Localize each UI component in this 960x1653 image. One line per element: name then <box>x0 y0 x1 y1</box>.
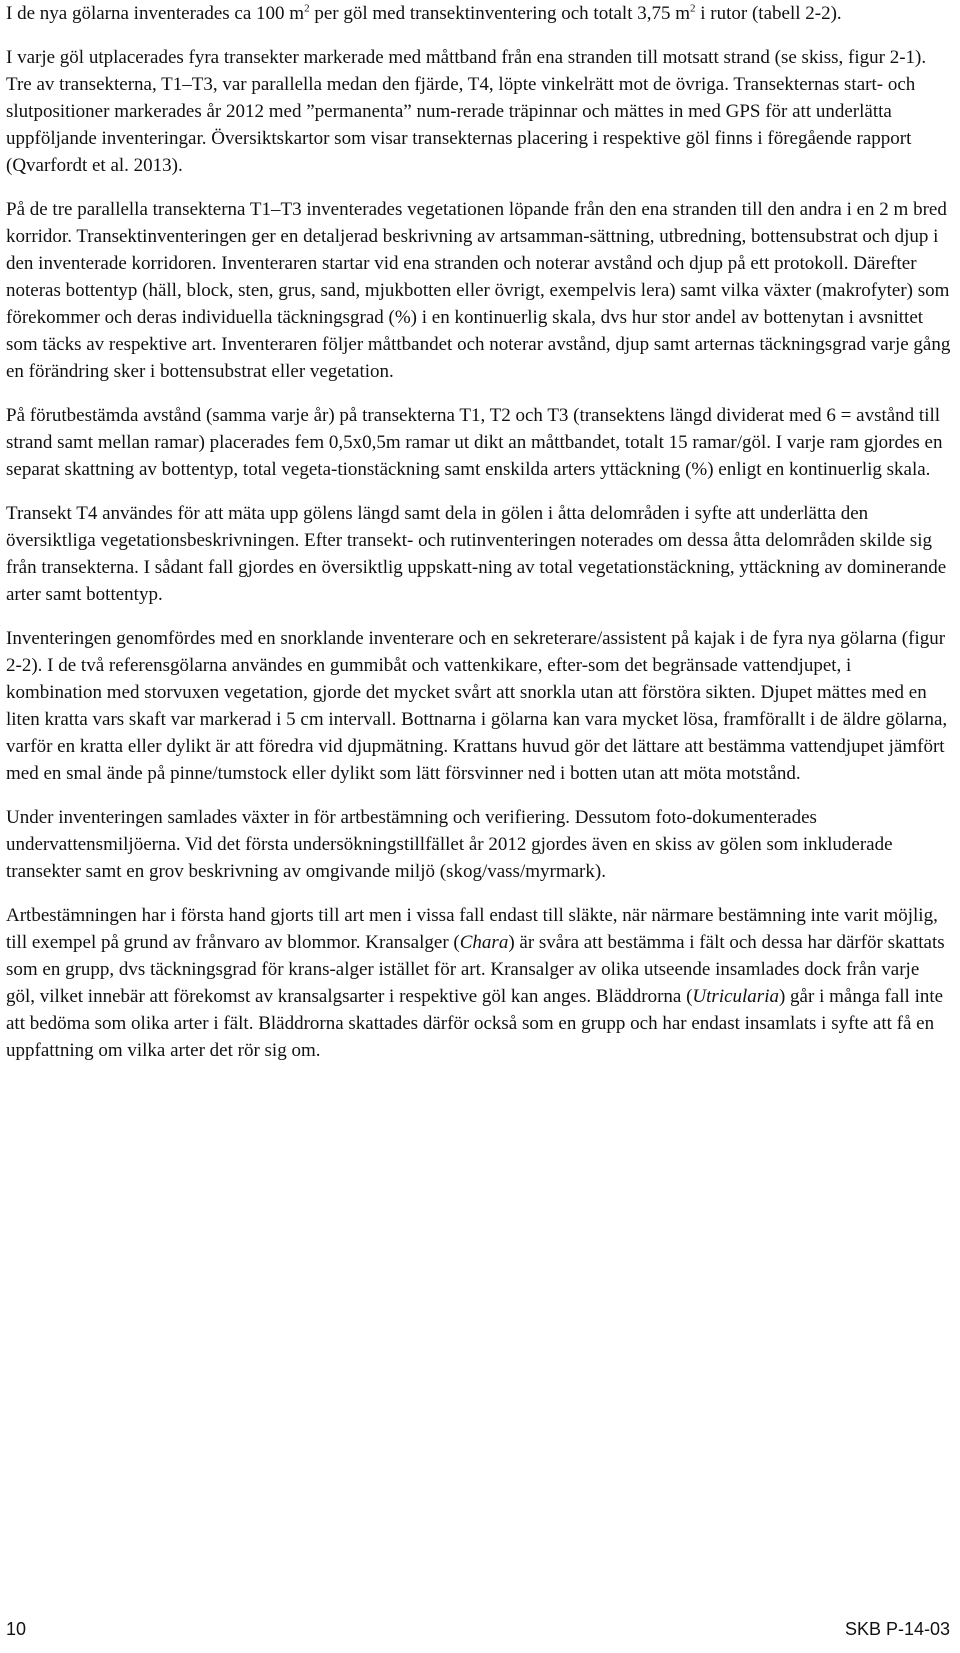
text-run: Inventeringen genomfördes med en snorklande inventerare och en sekreterare/assistent på kajak i de fyra nya gölarna (figur 2-2). I de två referensgölarna användes en gummibåt och vattenkikare, efter-som det begränsade vattendjupet, i kombination med storvuxen vegetation, gjorde det mycket svårt att snorkla utan att förstöra sikten. Djupet mättes med en liten kratta vars skaft var markerad i 5 cm intervall. Bottnarna i gölarna kan vara mycket lösa, framförallt i de äldre gölarna, varför en kratta eller dylikt är att föredra vid djupmätning. Krattans huvud gör det lättare att bestämma vattendjupet jämfört med en smal ände på pinne/tumstock eller dylikt som lätt försvinner ned i botten utan att möta motstånd. <box>6 628 948 784</box>
page-number: 10 <box>6 1619 27 1639</box>
italic-text: Chara <box>459 932 509 953</box>
superscript: 2 <box>690 2 696 15</box>
text-run: Artbestämningen har i första hand gjorts till art men i vissa fall endast till släkte, när närmare bestämning inte varit möjlig, till exempel på grund av frånvaro av blommor. Kransalger ( <box>6 905 938 953</box>
paragraph <box>6 902 952 1064</box>
paragraph <box>6 804 952 885</box>
text-run: I de nya gölarna inventerades ca 100 m <box>6 3 305 24</box>
italic-text: Utricularia <box>692 986 779 1007</box>
page-footer <box>6 1619 950 1643</box>
report-id: SKB P-14-03 <box>844 1619 950 1639</box>
paragraph <box>6 625 952 787</box>
text-run: i rutor (tabell 2-2). <box>695 3 842 24</box>
text-run: Transekt T4 användes för att mäta upp gölens längd samt dela in gölen i åtta delområden i syfte att underlätta den översiktliga vegetationsbeskrivningen. Efter transekt- och rutinventeringen noterades om dessa åtta delområden skilde sig från transekterna. I sådant fall gjordes en översiktlig uppskatt-ning av total vegetationstäckning, yttäckning av dominerande arter samt bottentyp. <box>6 503 947 605</box>
paragraph <box>6 402 952 483</box>
text-run: ) går i många fall inte att bedöma som olika arter i fält. Bläddrorna skattades därför också som en grupp och har endast insamlats i syfte att få en uppfattning om vilka arter det rör sig om. <box>6 986 944 1061</box>
text-run: Under inventeringen samlades växter in för artbestämning och verifiering. Dessutom foto-dokumenterades undervattensmiljöerna. Vid det första undersökningstillfället år 2012 gjordes även en skiss av gölen som inkluderade transekter samt en grov beskrivning av omgivande miljö (skog/vass/myrmark). <box>6 807 893 882</box>
text-run: per göl med transektinventering och totalt 3,75 m <box>309 3 691 24</box>
text-run: I varje göl utplacerades fyra transekter markerade med måttband från ena stranden till motsatt strand (se skiss, figur 2-1). Tre av transekterna, T1–T3, var parallella medan den fjärde, T4, löpte vinkelrätt mot de övriga. Transekternas start- och slutpositioner markerades år 2012 med ”permanenta” num-rerade träpinnar och mättes in med GPS för att underlätta uppföljande inventeringar. Översiktskartor som visar transekternas placering i respektive göl finns i föregående rapport (Qvarfordt et al. 2013). <box>6 47 927 176</box>
text-run: På de tre parallella transekterna T1–T3 inventerades vegetationen löpande från den ena stranden till den andra i en 2 m bred korridor. Transektinventeringen ger en detaljerad beskrivning av artsamman-sättning, utbredning, bottensubstrat och djup i den inventerade korridoren. Inventeraren startar vid ena stranden och noterar avstånd och djup på ett protokoll. Därefter noteras bottentyp (häll, block, sten, grus, sand, mjukbotten eller övrigt, exempelvis lera) samt vilka växter (makrofyter) som förekommer och deras individuella täckningsgrad (%) i en kontinuerlig skala, dvs hur stor andel av bottenytan i avsnittet som täcks av respektive art. Inventeraren följer måttbandet och noterar avstånd, djup samt arternas täckningsgrad varje gång en förändring sker i bottensubstrat eller vegetation. <box>6 199 951 382</box>
paragraph <box>6 500 952 608</box>
paragraph <box>6 0 952 27</box>
body-text <box>6 0 952 1081</box>
paragraph <box>6 196 952 385</box>
text-run: På förutbestämda avstånd (samma varje år) på transekterna T1, T2 och T3 (transektens längd dividerat med 6 = avstånd till strand samt mellan ramar) placerades fem 0,5x0,5m ramar ut dikt an måttbandet, totalt 15 ramar/göl. I varje ram gjordes en separat skattning av bottentyp, total vegeta-tionstäckning samt enskilda arters yttäckning (%) enligt en kontinuerlig skala. <box>6 405 943 480</box>
paragraph <box>6 44 952 179</box>
text-run: ) är svåra att bestämma i fält och dessa har därför skattats som en grupp, dvs täckningsgrad för krans-alger istället för art. Kransalger av olika utseende insamlades dock från varje göl, vilket innebär att förekomst av kransalgsarter i respektive göl kan anges. Bläddrorna ( <box>6 932 945 1007</box>
superscript: 2 <box>304 2 310 15</box>
